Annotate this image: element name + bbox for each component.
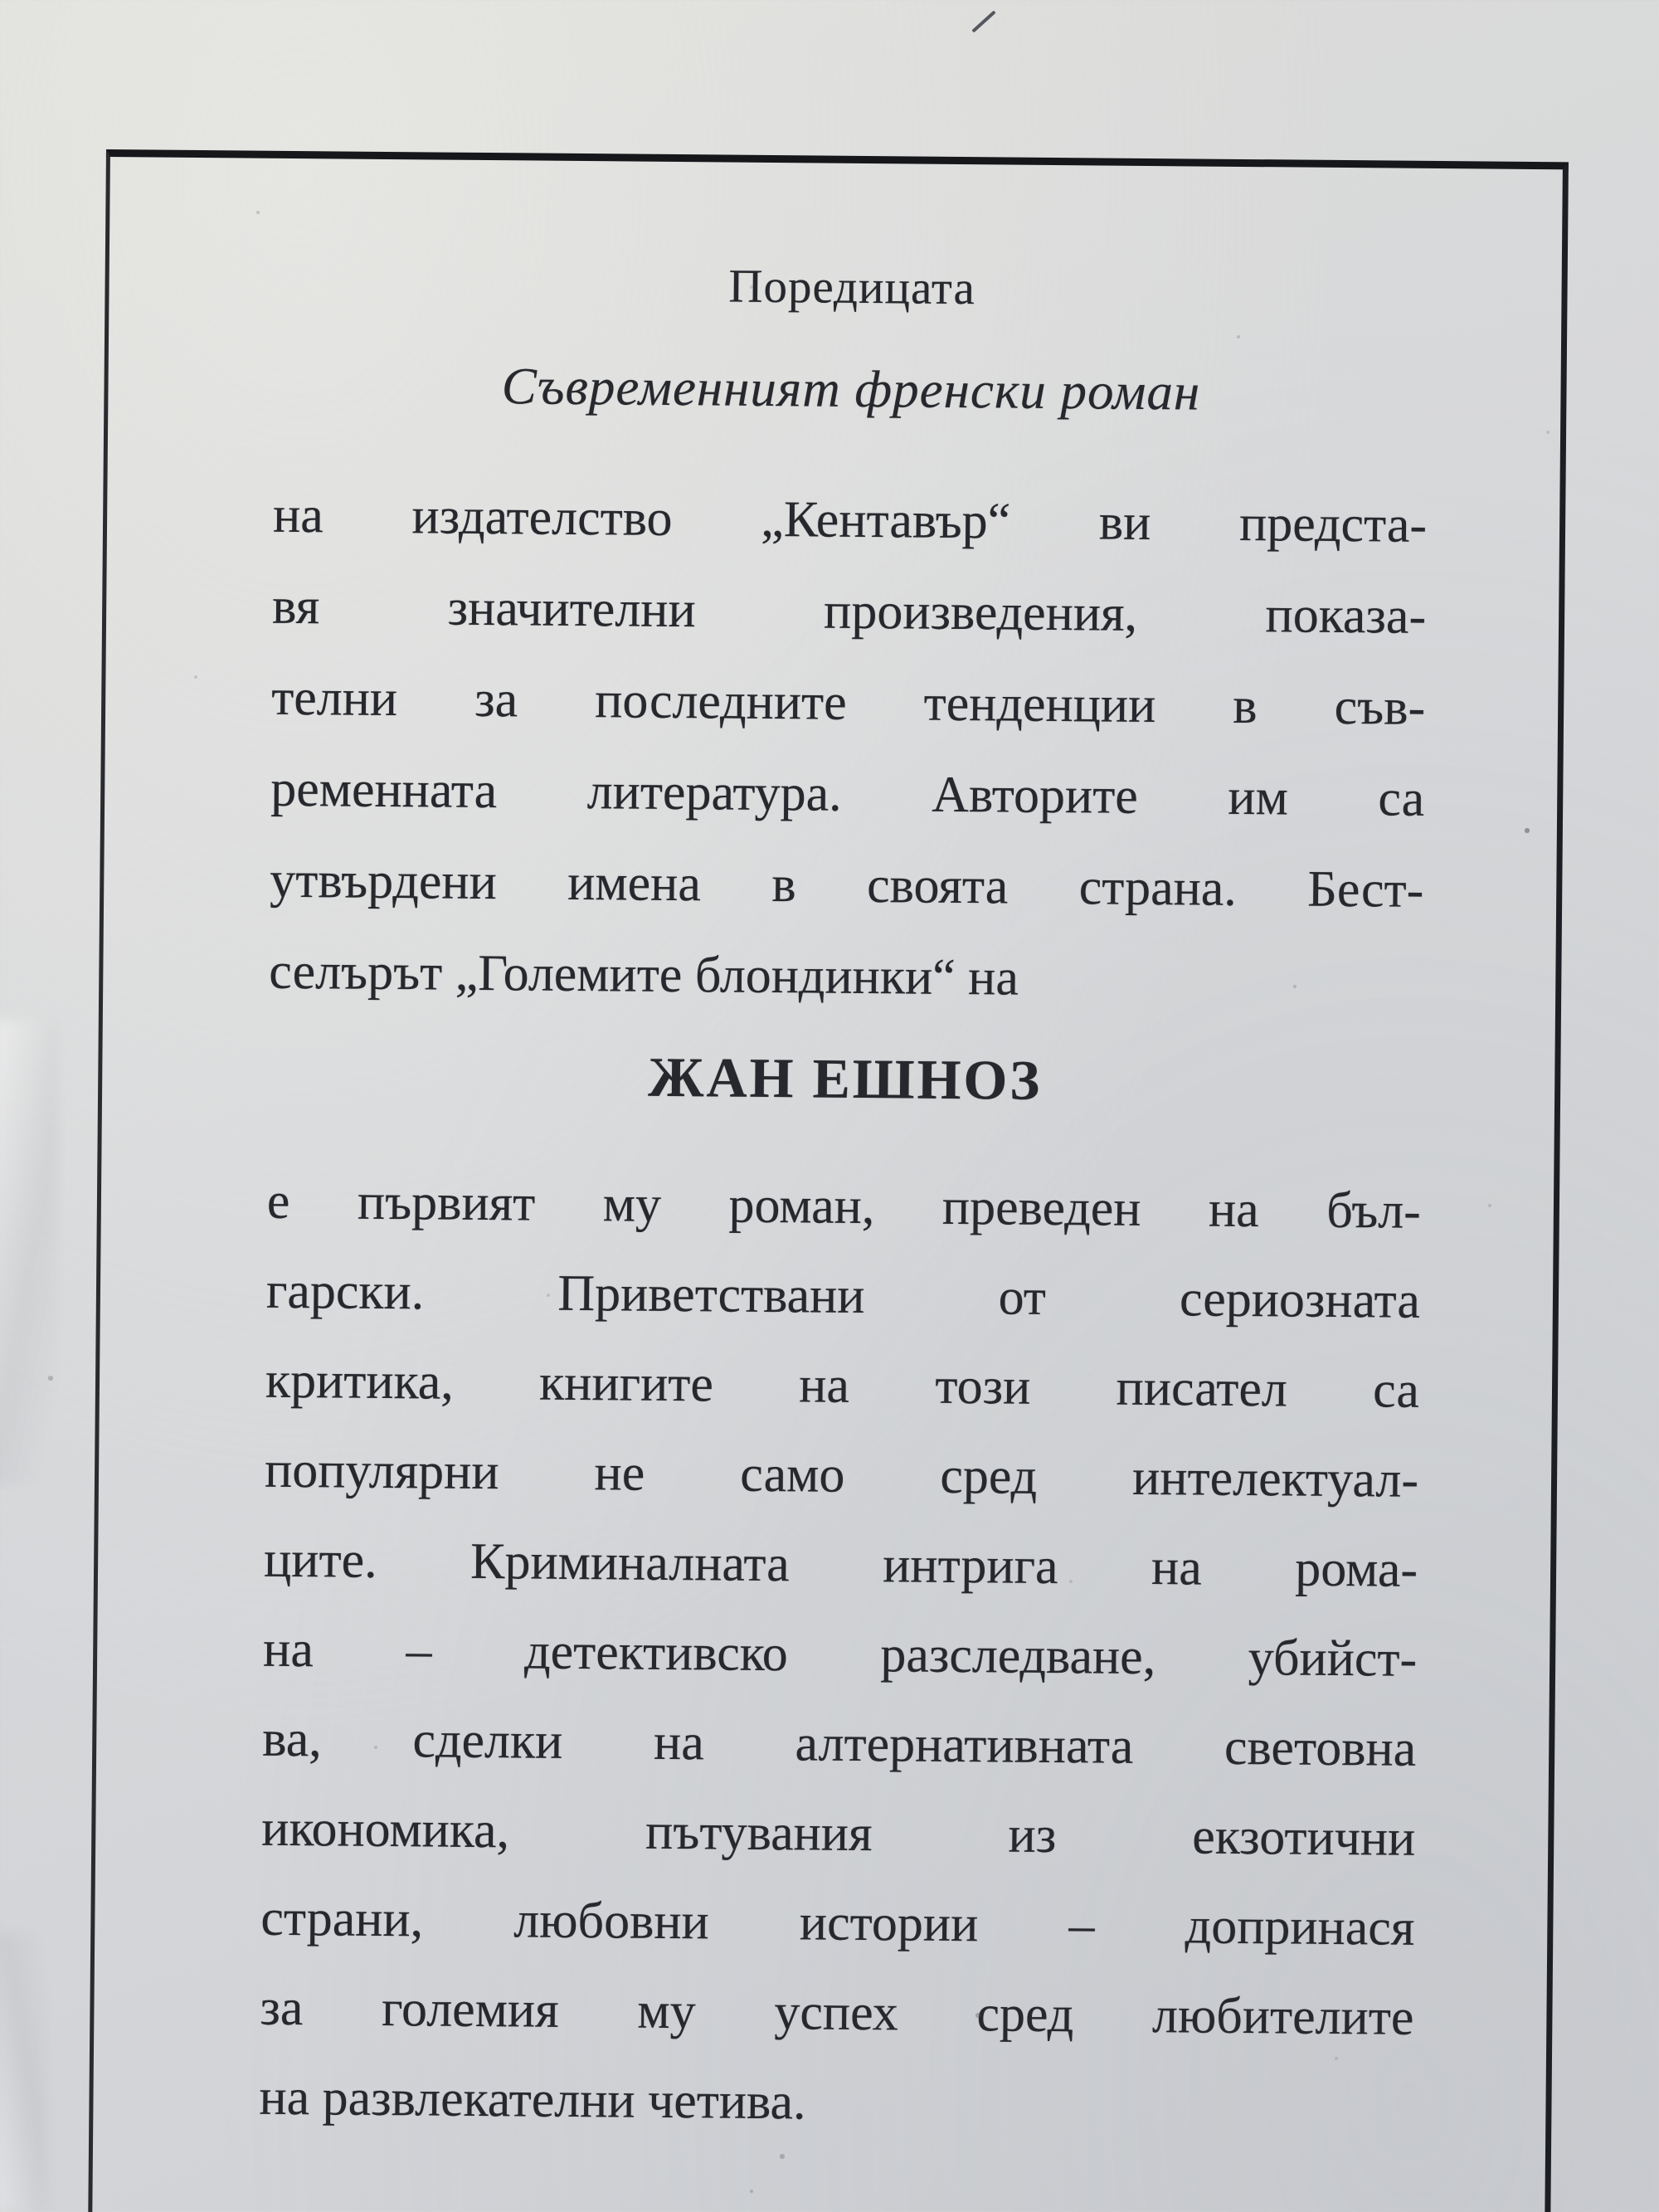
text-line: ците. Криминалната интрига на рома- [263, 1531, 1418, 1598]
text-line: популярни не само сред интелектуал- [264, 1441, 1419, 1508]
text-line: селърът „Големите блондинки“ на [269, 943, 1019, 1006]
author-heading: ЖАН ЕШНОЗ [647, 1045, 1043, 1112]
text-line: икономика, пътувания из екзотични [261, 1800, 1416, 1867]
text-line: ременната литература. Авторите им са [270, 760, 1425, 827]
text-line: страни, любовни истории – допринася [260, 1889, 1415, 1956]
printed-frame-rule [87, 149, 1569, 2212]
text-line: утвърдени имена в своята страна. Бест- [270, 851, 1424, 918]
text-line: на развлекателни четива. [259, 2068, 806, 2131]
text-line: ва, сделки на алтернативната световна [261, 1710, 1417, 1777]
cover-text-block [259, 256, 1429, 2152]
text-line: на издателство „Кентавър“ ви предста- [272, 486, 1428, 553]
text-line: вя значителни произведения, показа- [271, 577, 1427, 645]
paper-crease-left [0, 1021, 58, 1485]
paper-speckles [0, 0, 2, 2]
intro-paragraph [269, 470, 1428, 1027]
text-line: гарски. Приветствани от сериозната [265, 1262, 1421, 1329]
text-line: за големия му успех сред любителите [260, 1979, 1414, 2046]
text-line: телни за последните тенденции в съв- [270, 669, 1426, 736]
text-line: на – детективско разследване, убийст- [262, 1620, 1418, 1688]
series-title: Съвременният френски роман [501, 357, 1201, 421]
series-label: Поредицата [728, 260, 976, 315]
paper-crease-bottom-left [0, 1933, 46, 2212]
text-line: критика, книгите на този писател са [265, 1352, 1420, 1419]
description-paragraph [259, 1157, 1421, 2152]
text-line: е първият му роман, преведен на бъл- [266, 1172, 1422, 1240]
